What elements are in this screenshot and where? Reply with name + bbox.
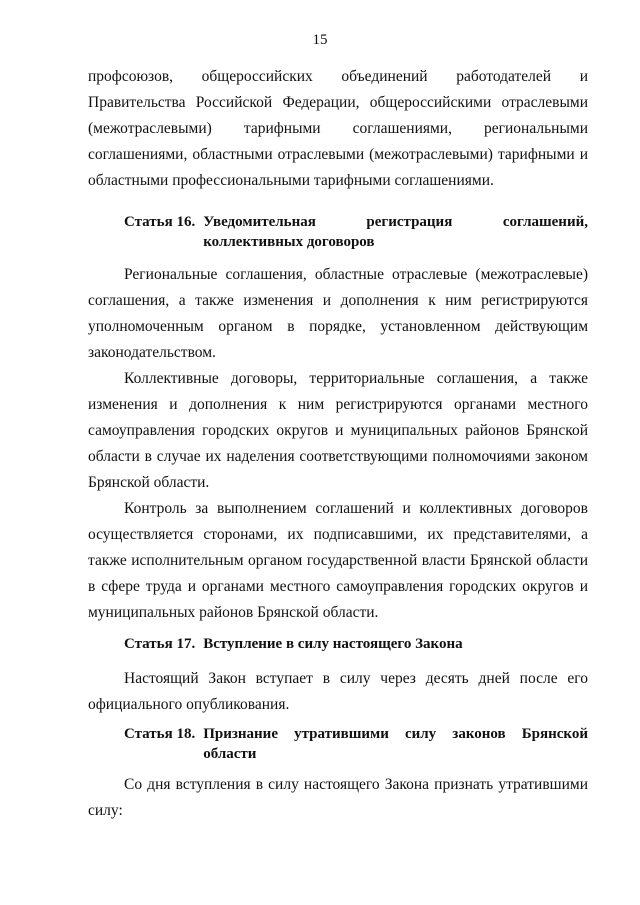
paragraph-article-16-3: Контроль за выполнением соглашений и коллективных договоров осуществляется сторонами, их подписавшими, их представителями, а также исполнительным органом государственной власти Брянской области в сфере труда и органами местного самоуправления городских округов и муниципальных районов Брянской области. (88, 500, 588, 621)
paragraph-article-18: Со дня вступления в силу настоящего Закона признать утратившими силу: (88, 776, 588, 819)
article-18-title: Признание утратившими силу законов Брянской области (203, 726, 588, 762)
paragraph-article-16-1: Региональные соглашения, областные отраслевые (межотраслевые) соглашения, а также изменения и дополнения к ним регистрируются уполномоченным органом в порядке, установленном действующим законодательством. (88, 266, 588, 361)
article-17-label: Статья 17. (124, 636, 196, 652)
article-16-label: Статья 16. (124, 214, 196, 230)
article-18-label: Статья 18. (124, 726, 196, 742)
article-16-title: Уведомительная регистрация соглашений, коллективных договоров (203, 214, 588, 250)
article-18-heading (124, 724, 588, 764)
article-16-heading (124, 212, 588, 252)
paragraph-continuation: профсоюзов, общероссийских объединений работодателей и Правительства Российской Федерации, общероссийскими отраслевыми (межотраслевыми) тарифными соглашениями, региональными соглашениями, областными отраслевыми (межотраслевыми) тарифными и областными профессиональными тарифными соглашениями. (88, 68, 588, 189)
article-17-heading (124, 634, 588, 654)
page-number: 15 (312, 32, 328, 48)
paragraph-article-17: Настоящий Закон вступает в силу через десять дней после его официального опубликования. (88, 670, 588, 713)
article-17-title: Вступление в силу настоящего Закона (203, 636, 463, 652)
paragraph-article-16-2: Коллективные договоры, территориальные соглашения, а также изменения и дополнения к ним регистрируются органами местного самоуправления городских округов и муниципальных районов Брянской области в случае их наделения соответствующими полномочиями законом Брянской области. (88, 370, 588, 491)
